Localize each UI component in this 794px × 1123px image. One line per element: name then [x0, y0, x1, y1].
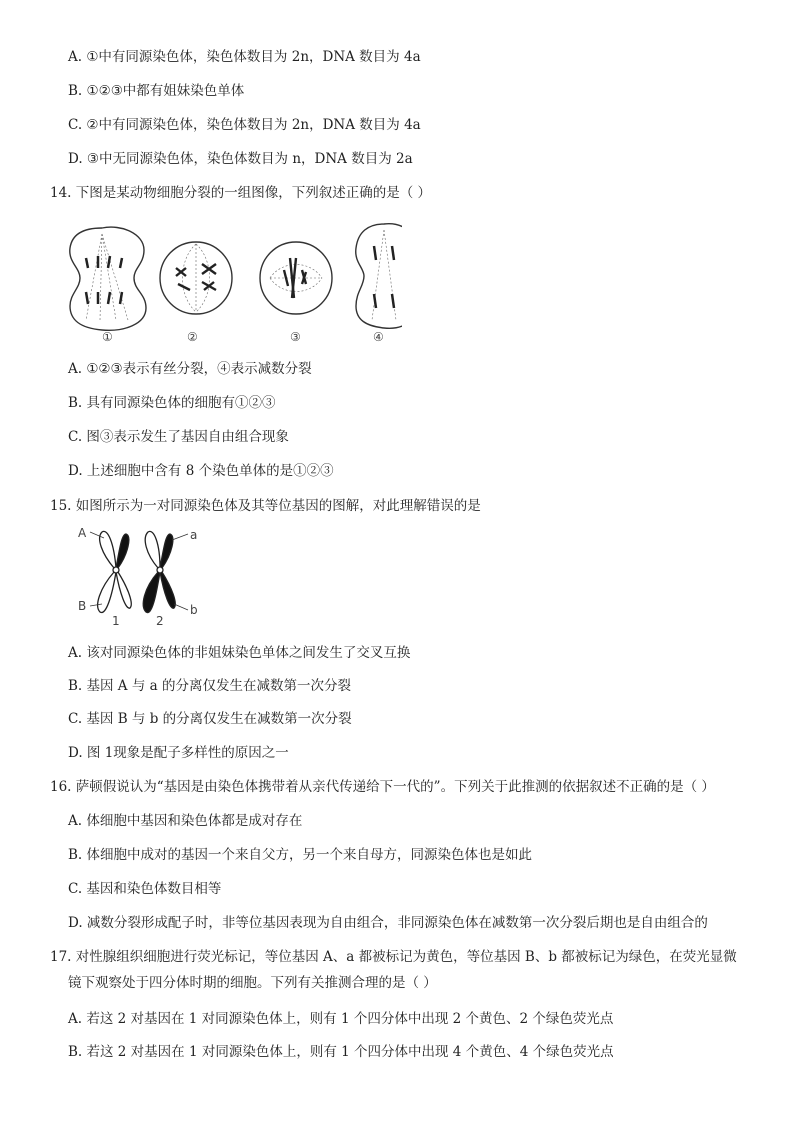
q14-label-1: ① — [102, 330, 113, 344]
q15-chromosome-figure — [76, 524, 206, 630]
q13-option-a: A. ①中有同源染色体，染色体数目为 2n，DNA 数目为 4a — [68, 49, 421, 65]
cell-3 — [260, 242, 332, 314]
q14-option-a: A. ①②③表示有丝分裂，④表示减数分裂 — [68, 361, 312, 377]
q16-option-c: C. 基因和染色体数目相等 — [68, 881, 222, 897]
cell-2 — [160, 242, 232, 314]
q16-option-a: A. 体细胞中基因和染色体都是成对存在 — [68, 813, 303, 829]
q15-option-c: C. 基因 B 与 b 的分离仅发生在减数第一次分裂 — [68, 711, 352, 727]
q17-option-b: B. 若这 2 对基因在 1 对同源染色体上，则有 1 个四分体中出现 4 个黄色、4 个绿色荧光点 — [68, 1044, 614, 1060]
q16-option-d: D. 减数分裂形成配子时，非等位基因表现为自由组合，非同源染色体在减数第一次分裂后期也是自由组合的 — [68, 915, 708, 931]
q14-option-b: B. 具有同源染色体的细胞有①②③ — [68, 395, 276, 411]
q15-label-a: a — [190, 528, 198, 542]
q13-option-b: B. ①②③中都有姐妹染色单体 — [68, 83, 245, 99]
q17-option-a: A. 若这 2 对基因在 1 对同源染色体上，则有 1 个四分体中出现 2 个黄色、2 个绿色荧光点 — [68, 1011, 614, 1027]
q15-label-A: A — [78, 526, 87, 540]
q14-option-d: D. 上述细胞中含有 8 个染色单体的是①②③ — [68, 463, 334, 479]
q15-stem: 15. 如图所示为一对同源染色体及其等位基因的图解，对此理解错误的是 — [50, 498, 481, 514]
q15-label-2: 2 — [156, 614, 164, 628]
q13-option-c: C. ②中有同源染色体，染色体数目为 2n，DNA 数目为 4a — [68, 117, 421, 133]
chromosome-2 — [143, 531, 175, 612]
q15-option-a: A. 该对同源染色体的非姐妹染色单体之间发生了交叉互换 — [68, 645, 411, 661]
q15-label-b: b — [190, 603, 198, 617]
q14-label-4: ④ — [373, 330, 384, 344]
q16-option-b: B. 体细胞中成对的基因一个来自父方，另一个来自母方，同源染色体也是如此 — [68, 847, 533, 863]
q15-option-b: B. 基因 A 与 a 的分离仅发生在减数第一次分裂 — [68, 678, 351, 694]
chromosome-1 — [98, 531, 132, 612]
q15-label-1: 1 — [112, 614, 120, 628]
q14-label-3: ③ — [290, 330, 301, 344]
q14-stem: 14. 下图是某动物细胞分裂的一组图像，下列叙述正确的是（ ） — [50, 185, 432, 201]
q17-stem-line2: 镜下观察处于四分体时期的细胞。下列有关推测合理的是（ ） — [68, 975, 437, 991]
q14-option-c: C. 图③表示发生了基因自由组合现象 — [68, 429, 289, 445]
q13-option-d: D. ③中无同源染色体，染色体数目为 n，DNA 数目为 2a — [68, 151, 413, 167]
q14-cell-figure — [62, 220, 402, 350]
q15-label-B: B — [78, 599, 87, 613]
q17-stem-line1: 17. 对性腺组织细胞进行荧光标记，等位基因 A、a 都被标记为黄色，等位基因 B、b 都被标记为绿色，在荧光显微 — [50, 949, 737, 965]
q15-option-d: D. 图 1现象是配子多样性的原因之一 — [68, 745, 289, 761]
cell-1 — [70, 227, 146, 330]
q16-stem: 16. 萨顿假说认为“基因是由染色体携带着从亲代传递给下一代的”。下列关于此推测的依据叙述不正确的是（ ） — [50, 779, 715, 795]
q14-label-2: ② — [187, 330, 198, 344]
cell-4 — [356, 224, 402, 329]
